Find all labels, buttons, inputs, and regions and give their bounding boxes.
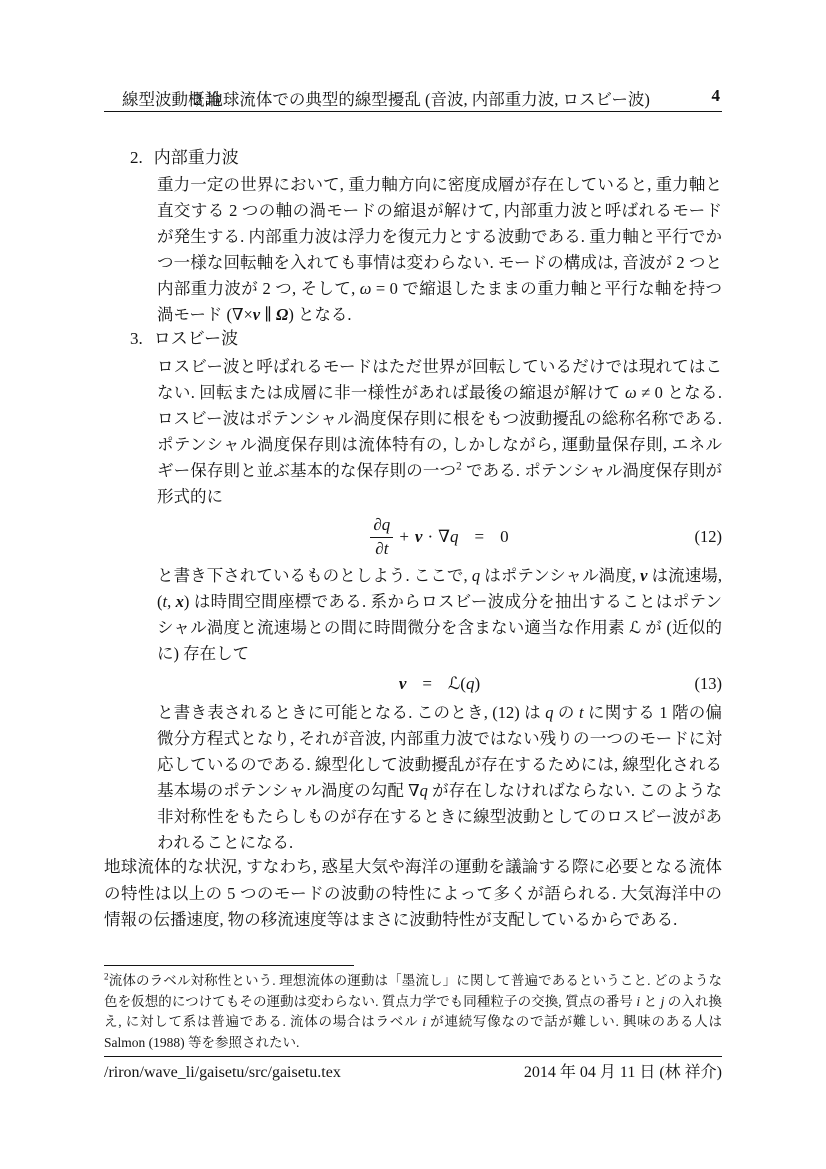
footer-file-path: /riron/wave_li/gaisetu/src/gaisetu.tex [104, 1064, 341, 1081]
fraction-denominator: ∂t [375, 539, 389, 558]
velocity-vector-symbol: v [414, 527, 423, 546]
item-paragraph: と書き表されるときに可能となる. このとき, (12) は q の t に関する 1 階の偏微分方程式となり, それが音波, 内部重力波ではない残りの一つのモードに対応しているのである. 線型化して波動擾乱が存在するためには, 線型化される基本場のポテンシャル渦度の勾配 ∇q が存在しなければならない. このような非対称性をもたらしものが存在するときに線型波動としてのロスビー波があわれることになる. [157, 703, 723, 852]
footnote-rule [104, 965, 354, 966]
velocity-vector-symbol: v [398, 674, 407, 693]
item-title: ロスビー波 [153, 329, 239, 348]
page-header [104, 86, 722, 110]
item-number: 2. [130, 148, 143, 167]
partial-time-derivative-fraction [370, 515, 393, 559]
q-argument: q [465, 674, 475, 693]
equation-number-12: (12) [694, 527, 722, 546]
item-heading [130, 145, 722, 170]
footer-rule [104, 1056, 722, 1057]
close-paren: ) [474, 674, 481, 693]
running-head-section: 2 地球流体での典型的線型擾乱 (音波, 内部重力波, ロスビー波) [194, 90, 650, 109]
item-paragraph: と書き下されているものとしよう. ここで, q はポテンシャル渦度, v は流速場, (t, x) は時間空間座標である. 系からロスビー波成分を抽出することはポテンシャル渦度と流速場との間に時間微分を含まない適当な作用素 ℒ が (近似的に) 存在して [157, 566, 723, 663]
equals-sign: = [474, 527, 485, 546]
q-variable: q [450, 527, 459, 546]
script-L-operator: ℒ [448, 674, 461, 693]
closing-paragraph: 地球流体的な状況, すなわち, 惑星大気や海洋の運動を議論する際に必要となる流体の特性は以上の 5 つのモードの波動の特性によって多くが語られる. 大気海洋中の情報の伝播速度, 物の移流速度等はまさに波動特性が支配しているからである. [104, 857, 722, 929]
nabla-symbol: ∇ [438, 527, 450, 546]
equation-number-13: (13) [694, 674, 722, 693]
footer-date-author: 2014 年 04 月 11 日 (林 祥介) [523, 1064, 722, 1081]
equation-13-velocity-operator [157, 669, 722, 699]
running-head-left: 線型波動概論 [122, 90, 221, 109]
item-paragraph: ロスビー波と呼ばれるモードはただ世界が回転しているだけでは現れてはこない. 回転または成層に非一様性があれば最後の縮退が解けて ω ≠ 0 となる. ロスビー波はポテンシャル渦度保存則に根をもつ波動擾乱の総称名称である. ポテンシャル渦度保存則は流体特有の, しかしながら, 運動量保存則, エネルギー保存則と並ぶ基本的な保存則の一つ$^2$ である. ポテンシャル渦度保存則が形式的に [157, 357, 723, 506]
list-item-internal-gravity-waves [104, 145, 722, 328]
footnote-text: $^2$流体のラベル対称性という. 理想流体の運動は「墨流し」に関して普遍であるということ. どのような色を仮想的につけてもその運動は変わらない. 質点力学でも同種粒子の交換, 質点の番号 i と j の入れ換え, に対して系は普遍である. 流体の場合はラベル i が連続写像なので話が難しい. 興味のある人は Salmon (1988) 等を参照されたい. [104, 971, 723, 1050]
item-title: 内部重力波 [153, 148, 239, 167]
item-paragraph: 重力一定の世界において, 重力軸方向に密度成層が存在していると, 重力軸と直交する 2 つの軸の渦モードの縮退が解けて, 内部重力波と呼ばれるモードが発生する. 内部重力波は浮力を復元力とする波動である. 重力軸と平行でかつ一様な回転軸を入れても事情は変わらない. モードの構成は, 音波が 2 つと内部重力波が 2 つ, そして, ω = 0 で縮退したままの重力軸と平行な軸を持つ渦モード (∇×v ∥ Ω) となる. [157, 175, 722, 324]
item-heading [130, 326, 722, 351]
item-number: 3. [130, 329, 143, 348]
fraction-numerator: ∂q [370, 515, 393, 538]
equals-sign: = [422, 674, 433, 693]
list-item-rossby-waves [104, 326, 722, 856]
equation-12-potential-vorticity-conservation [157, 514, 722, 560]
header-rule [104, 111, 722, 112]
open-paren: ( [460, 674, 466, 693]
page-number: 4 [711, 86, 720, 105]
zero-value: 0 [500, 527, 509, 546]
dot-operator: · [427, 527, 434, 546]
plus-operator: + [399, 527, 409, 546]
page-footer [104, 1062, 722, 1084]
